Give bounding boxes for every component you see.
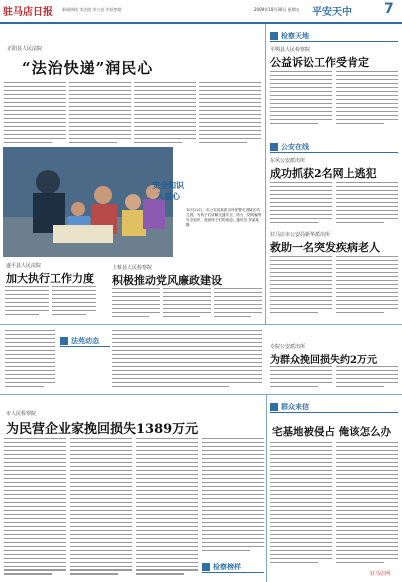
article-body xyxy=(5,330,55,390)
article-title: 积极推动党风廉政建设 xyxy=(112,274,222,287)
section-label: 法苑动态 xyxy=(71,337,99,345)
article-body xyxy=(270,442,332,566)
article-body xyxy=(4,438,66,578)
article-kicker: 东风公安派出所 xyxy=(270,158,306,164)
article-body xyxy=(163,288,211,320)
row-divider xyxy=(0,394,402,395)
article-body xyxy=(270,366,332,392)
article-kicker: 市人民检察院 xyxy=(6,411,37,417)
article-title: 公益诉讼工作受肯定 xyxy=(270,56,369,69)
article-kicker: 专院公安派出所 xyxy=(270,344,306,350)
article-title: 救助一名突发疾病老人 xyxy=(270,241,380,254)
article-title: 宅基地被侵占 俺该怎么办 xyxy=(272,426,392,438)
article-kicker: 正阳县人民法院 xyxy=(7,46,43,52)
section-name: 平安天中 xyxy=(312,7,352,18)
site-watermark: 驻马店网 xyxy=(370,571,391,577)
paper-name: 驻马店日报 xyxy=(3,7,53,18)
article-body xyxy=(270,256,332,316)
article-title: 加大执行工作力度 xyxy=(6,272,94,285)
article-body xyxy=(336,256,398,316)
article-kicker: 上蔡县人民检察院 xyxy=(112,265,153,271)
article-kicker: 驻马店市公安局新华派出所 xyxy=(270,232,331,238)
column-divider xyxy=(266,395,267,582)
page-number: 7 xyxy=(384,1,394,17)
article-body xyxy=(270,71,332,127)
article-body xyxy=(52,286,96,320)
article-body xyxy=(214,288,262,320)
article-body xyxy=(202,438,264,556)
article-title: 为群众挽回损失约2万元 xyxy=(270,355,377,366)
photo-caption: 10月22日，市公安局某派出所民警走进辖区幼儿园，为孩子们讲解交通安全、防火、防拐骗等安全知识，受到孩子们的欢迎。通讯员 李某某 摄 xyxy=(186,208,262,227)
row-divider xyxy=(0,324,402,325)
article-kicker: 遂平县人民法院 xyxy=(6,263,42,269)
article-body xyxy=(199,82,261,144)
article-kicker: 平舆县人民检察院 xyxy=(270,47,311,53)
masthead-tagline: 新闻热线 市法院 市公安 市检察院 xyxy=(62,7,122,12)
article-body xyxy=(112,330,262,390)
section-label: 群众来信 xyxy=(281,403,309,411)
section-square-icon xyxy=(270,143,278,151)
article-body xyxy=(5,286,49,320)
section-label: 检察天地 xyxy=(281,32,309,40)
section-tab xyxy=(60,336,110,347)
article-body xyxy=(4,82,66,144)
section-label: 检察榜样 xyxy=(213,563,241,571)
article-title: “法治快递”润民心 xyxy=(22,59,154,77)
news-photo xyxy=(3,147,263,257)
column-divider xyxy=(265,24,266,324)
section-tab xyxy=(270,402,398,413)
article-body xyxy=(70,438,132,578)
photo-illustration xyxy=(3,147,263,257)
photo-overlay-text xyxy=(152,180,184,202)
section-tab xyxy=(270,142,398,153)
article-body xyxy=(134,82,196,144)
issue-date: 2009年10月30日 星期五 xyxy=(254,7,300,12)
article-title: 为民营企业家挽回损失1389万元 xyxy=(6,422,199,437)
article-body xyxy=(112,288,160,320)
photo-overlay-line2: 入童心 xyxy=(156,191,180,201)
section-tab xyxy=(270,31,398,42)
article-body xyxy=(336,442,398,566)
article-body xyxy=(69,82,131,144)
article-body xyxy=(336,366,398,392)
photo-overlay-line1: 安全知识 xyxy=(152,180,184,190)
section-square-icon xyxy=(202,563,210,571)
section-square-icon xyxy=(270,403,278,411)
article-body xyxy=(336,71,398,127)
section-square-icon xyxy=(270,32,278,40)
masthead xyxy=(0,0,402,24)
article-title: 成功抓获2名网上逃犯 xyxy=(270,167,377,180)
section-tab xyxy=(202,562,264,573)
article-body xyxy=(136,438,198,578)
article-body xyxy=(336,182,398,226)
section-square-icon xyxy=(60,337,68,345)
section-label: 公安在线 xyxy=(281,143,309,151)
article-body xyxy=(270,182,332,226)
